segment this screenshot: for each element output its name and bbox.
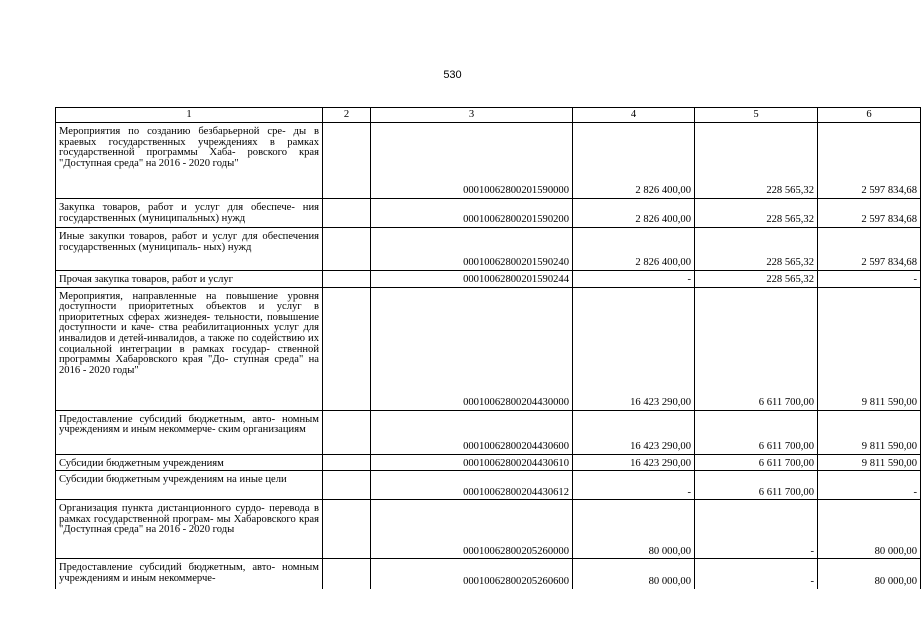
row-code: 00010062800204430000: [371, 287, 573, 410]
row-name: Предоставление субсидий бюджетным, авто- номным учреждениям и иным некоммерче-: [56, 559, 323, 589]
row-value-5: 228 565,32: [695, 123, 818, 199]
row-col2: [323, 228, 371, 271]
row-value-5: 228 565,32: [695, 228, 818, 271]
row-value-4: 16 423 290,00: [573, 410, 695, 454]
row-col2: [323, 199, 371, 228]
row-value-5: -: [695, 500, 818, 559]
row-code: 00010062800205260600: [371, 559, 573, 589]
row-value-6: 2 597 834,68: [818, 123, 921, 199]
table-row: [56, 199, 921, 228]
row-name: Мероприятия, направленные на повышение уровня доступности приоритетных объектов и услуг в приоритетных сферах жизнедея- тельности, повышение доступности и каче- ства реабилитационных услуг для инвалидов и детей-инвалидов, а также по содействию их социальной интеграции в рамках государ- ственной программы Хабаровского края "До- ступная среда" на 2016 - 2020 годы": [56, 287, 323, 410]
row-value-4: 16 423 290,00: [573, 454, 695, 471]
row-value-5: 6 611 700,00: [695, 471, 818, 500]
row-value-6: 9 811 590,00: [818, 287, 921, 410]
row-col2: [323, 500, 371, 559]
row-code: 00010062800201590200: [371, 199, 573, 228]
table-row: [56, 471, 921, 500]
row-value-4: 16 423 290,00: [573, 287, 695, 410]
row-code: 00010062800201590244: [371, 271, 573, 288]
row-value-6: -: [818, 471, 921, 500]
row-value-5: 6 611 700,00: [695, 287, 818, 410]
row-value-6: -: [818, 271, 921, 288]
header-row: [56, 108, 921, 123]
table-row: [56, 271, 921, 288]
row-value-6: 9 811 590,00: [818, 410, 921, 454]
row-value-4: 80 000,00: [573, 500, 695, 559]
row-code: 00010062800204430610: [371, 454, 573, 471]
page-number: 530: [443, 69, 462, 81]
row-name: Субсидии бюджетным учреждениям на иные цели: [56, 471, 323, 500]
table-row: [56, 228, 921, 271]
row-code: 00010062800205260000: [371, 500, 573, 559]
row-code: 00010062800201590240: [371, 228, 573, 271]
budget-table: [55, 107, 921, 589]
row-value-5: 228 565,32: [695, 271, 818, 288]
table-row: [56, 410, 921, 454]
header-col-2: 2: [323, 108, 371, 123]
row-col2: [323, 410, 371, 454]
row-value-6: 9 811 590,00: [818, 454, 921, 471]
table-row: [56, 500, 921, 559]
row-value-5: 6 611 700,00: [695, 454, 818, 471]
row-value-5: 6 611 700,00: [695, 410, 818, 454]
row-col2: [323, 123, 371, 199]
row-name: Субсидии бюджетным учреждениям: [56, 454, 323, 471]
table-row: [56, 454, 921, 471]
row-col2: [323, 271, 371, 288]
row-name: Предоставление субсидий бюджетным, авто- номным учреждениям и иным некоммерче- ским организациям: [56, 410, 323, 454]
row-name: Мероприятия по созданию безбарьерной сре- ды в краевых государственных учреждениях в рамках государственной программы Хаба- ровского края "Доступная среда" на 2016 - 2020 годы": [56, 123, 323, 199]
row-code: 00010062800204430600: [371, 410, 573, 454]
header-col-6: 6: [818, 108, 921, 123]
row-name: Иные закупки товаров, работ и услуг для обеспечения государственных (муниципаль- ных) нужд: [56, 228, 323, 271]
row-value-6: 2 597 834,68: [818, 199, 921, 228]
row-value-5: 228 565,32: [695, 199, 818, 228]
row-value-6: 80 000,00: [818, 500, 921, 559]
header-col-1: 1: [56, 108, 323, 123]
table-row: [56, 559, 921, 589]
row-col2: [323, 471, 371, 500]
row-name: Прочая закупка товаров, работ и услуг: [56, 271, 323, 288]
row-col2: [323, 454, 371, 471]
header-col-5: 5: [695, 108, 818, 123]
row-value-4: -: [573, 271, 695, 288]
row-name: Закупка товаров, работ и услуг для обеспече- ния государственных (муниципальных) нужд: [56, 199, 323, 228]
row-value-6: 80 000,00: [818, 559, 921, 589]
row-col2: [323, 287, 371, 410]
row-name: Организация пункта дистанционного сурдо- перевода в рамках государственной програм- мы Хабаровского края "Доступная среда" на 2016 - 2020 годы: [56, 500, 323, 559]
row-value-5: -: [695, 559, 818, 589]
row-code: 00010062800201590000: [371, 123, 573, 199]
header-col-4: 4: [573, 108, 695, 123]
row-code: 00010062800204430612: [371, 471, 573, 500]
row-value-6: 2 597 834,68: [818, 228, 921, 271]
row-value-4: 2 826 400,00: [573, 228, 695, 271]
row-value-4: 80 000,00: [573, 559, 695, 589]
row-value-4: 2 826 400,00: [573, 199, 695, 228]
row-value-4: -: [573, 471, 695, 500]
table-row: [56, 287, 921, 410]
row-col2: [323, 559, 371, 589]
row-value-4: 2 826 400,00: [573, 123, 695, 199]
table-row: [56, 123, 921, 199]
header-col-3: 3: [371, 108, 573, 123]
